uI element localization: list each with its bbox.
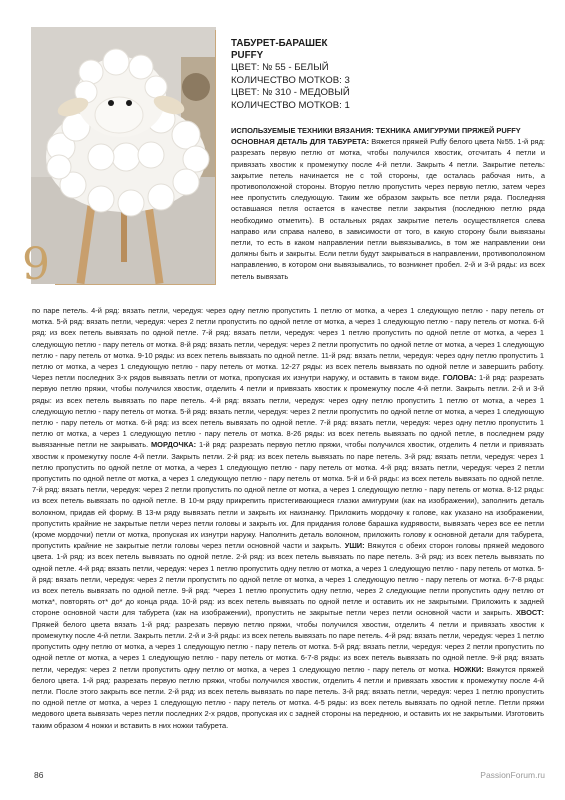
title-line-1: ТАБУРЕТ-БАРАШЕК — [231, 38, 328, 49]
main-part-text-full: по паре петель. 4-й ряд: вязать петли, чередуя: через одну петлю пропустить 1 петлю от мотка, а через 1 следующую петлю - пару петель от мотка. 5-й ряд: вязать петли, чередуя: через 2 петли пропустить по одной петле от мотка, а через 1 следующую петлю - пару петель от мотка. 6-й ряд: из всех петель вывязать по одной петле. 7-й ряд: вязать петли, чередуя: через 1 петлю пропустить по одной петле от мотка, а через 1 следующую петлю - пару петель от мотка. 8-й ряд: вязать петли, чередуя: через 2 петли пропустить по одной петле от мотка, а через 1 следующую петлю - пару петель от мотка. 9-10 ряды: из всех петель вывязать по одной петле. 11-й ряд: вязать петли, чередуя: через одну петлю пропустить 1 петлю от мотка, а через 1 следующую петлю - пару петель от мотка. 12-27 ряды: из всех петель вывязать по одной петле и завершить работу. Через петли последних 3-х рядов вывязать петли от мотка, пропуская их изнутри наружу, и оставить в таком виде. — [32, 306, 544, 383]
section-number: 9 — [22, 239, 50, 290]
ears-text: Вяжутся с обеих сторон головы пряжей медового цвета. 1-й ряд: из всех петель вывязать по одной петле. 2-й ряд: из всех петель вывязать по паре петель. 3-й ряд: из всех петель вывязать по одной петле. 4-й ряд: вязать петли, чередуя: через 1 петлю пропустить одну петлю от мотка, а через 1 следующую петлю - пару петель от мотка. 5-й ряд: вязать петли, чередуя: через 2 петли пропустить по одной петле от мотка, а через 1 следующую петлю - пару петель от мотка. 6-7-8 ряды: из всех петель вывязать по одной петле. 9-й ряд: *через 1 петлю пропустить одну петлю, через 2 следующие петли пропустить одну петлю от мотка*, повторять от* до* до конца ряда. 10-й ряд: из всех петель вывязать по одной петле и оставить их не закрытыми. Приложить к задней стороне основной части для табурета (как на изображении), пропустить не закрытые петли через петли основной части и закрыть. — [32, 541, 544, 618]
instructions-column — [32, 305, 544, 731]
tail-heading: ХВОСТ: — [515, 608, 544, 618]
site-watermark: PassionForum.ru — [480, 770, 545, 780]
legs-heading: НОЖКИ: — [453, 664, 484, 674]
tail-text: Пряжей белого цвета вязать 1-й ряд: разрезать первую петлю пряжи, чтобы получился хвостик, отделить 4 петли и привязать хвостик к промежутку после 4-й петли. Закрыть петли. 2-й и 3-й ряды: из всех петель вывязать по паре петель. 4-й ряд: вязать петли, чередуя: через 1 петлю пропустить одну петлю от мотка, а через 1 следующую петлю - пару петель от мотка. 5-й ряд: вязать петли, чередуя: через 2 петли пропустить по одной петле от мотка, а через 1 следующую петлю - пару петель от мотка. 6-7-8 ряды: из всех петель вывязать по одной петле. 9-й ряд: вязать петли, чередуя: через 2 петли пропустить одну петлю от мотка, а через 1 следующую петлю - пару петель от мотка. — [32, 619, 544, 674]
legs-text: Вяжутся пряжей белого цвета. 1-й ряд: разрезать первую петлю пряжи, чтобы получился хвостик, отделить 4 петли и привязать хвостик к промежутку после 4-й петли. После этого закрыть все петли. 2-й ряд: из всех петель вывязать по паре петель. 3-й ряд: вязать петли, чередуя: через 1 петлю пропустить по одной петле от мотка, а через 1 следующую петлю - пару петель от мотка. 4-5 ряды: из всех петель вывязать по одной петле. Петли пряжи медового цвета вывязать через петли последних 2-х рядов, пропуская их с задней стороны на переднюю, и оставить их не закрытыми. Изготовить таким образом 4 ножки и вставить в них ножки табурета. — [32, 664, 544, 730]
techniques-heading: ИСПОЛЬЗУЕМЫЕ ТЕХНИКИ ВЯЗАНИЯ: ТЕХНИКА АМИГУРУМИ ПРЯЖЕЙ PUFFY — [231, 126, 521, 135]
main-part-text-right: Вяжется пряжей Puffy белого цвета №55. 1-й ряд: разрезать первую петлю от мотка, чтобы получился хвостик, отсчитать 4 петли и привязать хвостик к промежутку после 4-й петли. Закрыть 4 петли. Закрытие петель: закрытие петель начинается не с той стороны, где осталась рабочая нить, а противоположной стороны. Вторую петлю пропустить через первую петлю, затем через нее пропустить следующую. Таким же образом закрыть все петли ряда. Последняя оставшаяся петля остается в качестве петли закрытия (последнюю петлю ряда необходимо отметить). В остальных рядах закрытие петель осуществляется слева направо или справа налево, в зависимости от того, в какую сторону были вывязаны петли, то есть в каком направлении петли вывязывались, в том же направлении они должны быть и закрыты. Если петли будут закрываться в направлении, противоположном направлению, в котором они вывязывались, то возникнет пробел. 2-й и 3-й ряды: из всех петель вывязать — [231, 137, 545, 281]
muzzle-heading: МОРДОЧКА: — [150, 440, 197, 450]
color-2: ЦВЕТ: № 310 - МЕДОВЫЙ — [231, 87, 350, 98]
head-text: 1-й ряд: разрезать первую петлю пряжи, чтобы получился хвостик, отделить 4 петли и привязать хвостик к промежутку после 4-й петли. Закрыть петли. 2-й и 3-й ряды: из всех петель вывязать по паре петель. 4-й ряд: вязать петли, чередуя: через одну петлю пропустить 1 петлю от мотка, а через 1 следующую петлю - пару петель от мотка. 5-й ряд: вязать петли, чередуя: через 2 петли пропустить по одной петле от мотка, а через 1 следующую петлю - пару петель от мотка. 6-й ряд: из всех петель вывязать по одной петле. 7-й ряд: вязать петли, чередуя: через одну петлю пропустить 1 петлю от мотка, а через 1 следующую петлю - пару петель от мотка. 8-26 ряды: из всех петель вывязать по одной петле, в последнем ряду вывязанные петли не закрывать. — [32, 373, 544, 450]
page-number: 86 — [34, 770, 44, 780]
count-1: КОЛИЧЕСТВО МОТКОВ: 3 — [231, 74, 350, 86]
frame-line-top — [215, 30, 216, 285]
color-1: ЦВЕТ: № 55 - БЕЛЫЙ — [231, 62, 329, 73]
ears-heading: УШИ: — [344, 541, 365, 551]
frame-line-bottom — [55, 284, 216, 285]
muzzle-text: 1-й ряд: разрезать первую петлю пряжи, чтобы получился хвостик, отделить 4 петли и привязать хвостик к промежутку после 4-й петли. Закрыть петли. 2-й ряд: из всех петель вывязать по паре петель. 3-й ряд: вязать петли, чередуя: через 1 петлю пропустить по одной петле от мотка, а через 1 следующую петлю - пару петель от мотка. 4-й ряд: вязать петли, чередуя: через 2 петли пропустить по одной петле от мотка, а через 1 следующую петлю - пару петель от мотка. 5-й и 6-й ряды: из всех петель вывязать по одной петле. 7-й ряд: вязать петли, чередуя: через 2 петли пропустить по одной петле от мотка, а через 1 следующую петлю - пару петель от мотка. 8-12 ряды: из всех петель вывязать по одной петле. В 10-м ряду прикрепить пристегивающиеся глазки амигуруми (как на изображении), заполнить деталь волокном, придав ей форму. В 13-м ряду вывязать петли и закрыть их наизнанку. Приложить мордочку к голове, как указано на изображении, пропустить крайние не закрытые петли через петли головы и закрыть их. Для придания голове барашка кудрявости, вывязать через все ее петли (кроме мордочки) петли от мотка, пропуская их изнутри наружу. Наполнить деталь волокном, приложить голову к основной детали для табурета, пропустить крайние не закрытые петли головы через петли основной части и закрыть. — [32, 440, 544, 551]
main-part-heading: ОСНОВНАЯ ДЕТАЛЬ ДЛЯ ТАБУРЕТА: — [231, 137, 369, 147]
title-line-2: PUFFY — [231, 50, 264, 61]
count-2: КОЛИЧЕСТВО МОТКОВ: 1 — [231, 99, 350, 111]
head-heading: ГОЛОВА: — [442, 373, 477, 383]
intro-column — [231, 125, 545, 282]
header-block — [231, 38, 431, 112]
